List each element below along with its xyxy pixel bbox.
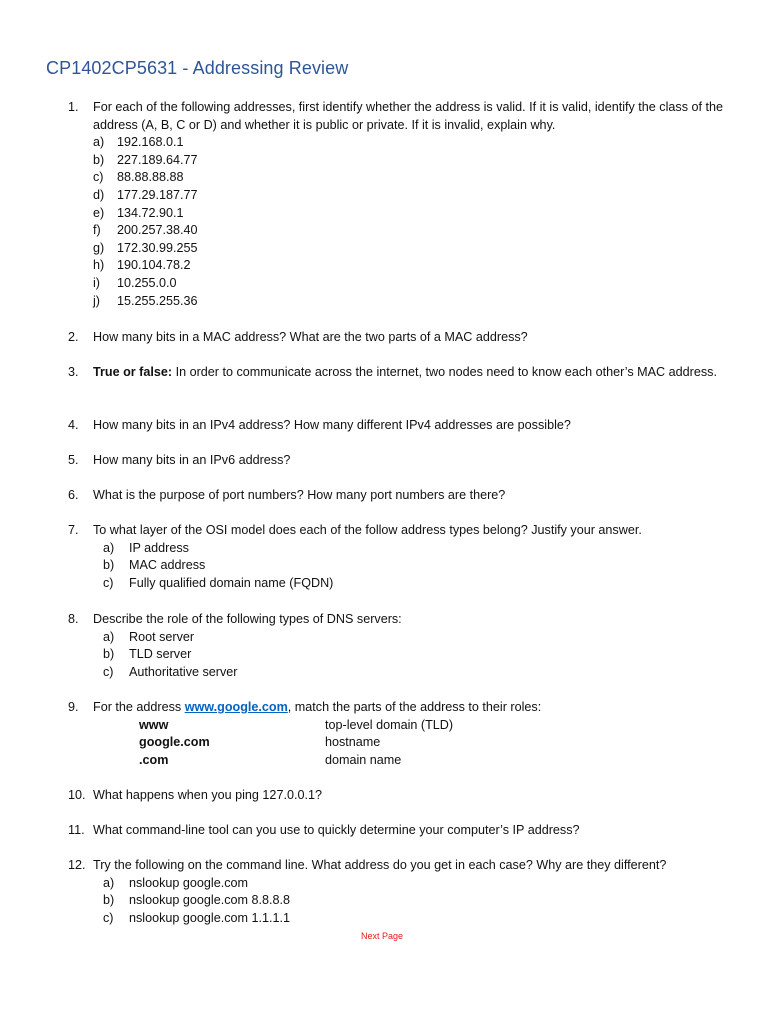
list-item: b) 227.189.64.77 xyxy=(93,152,198,167)
question-9 xyxy=(68,699,728,769)
question-text: What command-line tool can you use to quickly determine your computer’s IP address? xyxy=(93,823,580,837)
true-false-label: True or false: xyxy=(93,365,173,379)
question-text: To what layer of the OSI model does each of the follow address types belong? Justify your answer. xyxy=(93,523,642,537)
question-12 xyxy=(68,857,728,927)
list-item: a) Root server xyxy=(103,629,195,644)
list-item: i) 10.255.0.0 xyxy=(93,275,177,290)
list-item: c) Fully qualified domain name (FQDN) xyxy=(103,575,334,590)
question-number: 4. xyxy=(68,418,79,432)
question-number: 11. xyxy=(68,823,85,837)
list-item: c) Authoritative server xyxy=(103,664,238,679)
match-row: www top-level domain (TLD) xyxy=(139,717,454,732)
question-7 xyxy=(68,522,728,592)
list-item: a) 192.168.0.1 xyxy=(93,135,184,150)
question-10 xyxy=(68,787,728,805)
question-11 xyxy=(68,822,728,840)
question-text: What happens when you ping 127.0.0.1? xyxy=(93,788,322,802)
question-number: 1. xyxy=(68,100,79,114)
list-item: e) 134.72.90.1 xyxy=(93,205,184,220)
match-row: google.com hostname xyxy=(139,735,381,750)
list-item: b) nslookup google.com 8.8.8.8 xyxy=(103,893,291,908)
question-2 xyxy=(68,329,728,347)
list-item: a) IP address xyxy=(103,540,189,555)
question-number: 9. xyxy=(68,700,79,714)
question-text: How many bits in an IPv6 address? xyxy=(93,453,291,467)
list-item: g) 172.30.99.255 xyxy=(93,240,198,255)
next-page-link[interactable]: Next Page xyxy=(361,931,404,941)
question-text: How many bits in a MAC address? What are the two parts of a MAC address? xyxy=(93,330,528,344)
question-text: For the address www.google.com, match the parts of the address to their roles: xyxy=(93,700,542,714)
question-number: 2. xyxy=(68,330,79,344)
question-1 xyxy=(68,99,728,310)
question-number: 6. xyxy=(68,488,79,502)
question-8 xyxy=(68,611,728,681)
question-text: Try the following on the command line. What address do you get in each case? Why are they different? xyxy=(93,858,667,872)
list-item: c) 88.88.88.88 xyxy=(93,170,184,185)
question-number: 10. xyxy=(68,788,86,802)
list-item: j) 15.255.255.36 xyxy=(93,293,198,308)
question-number: 8. xyxy=(68,612,79,626)
page-title: CP1402CP5631 - Addressing Review xyxy=(46,58,349,78)
list-item: b) TLD server xyxy=(103,647,192,662)
question-number: 7. xyxy=(68,523,79,537)
list-item: a) nslookup google.com xyxy=(103,875,249,890)
question-4 xyxy=(68,417,728,435)
list-item: h) 190.104.78.2 xyxy=(93,258,191,273)
question-text: True or false: In order to communicate across the internet, two nodes need to know each other’s MAC address. xyxy=(93,365,717,379)
list-item: d) 177.29.187.77 xyxy=(93,187,198,202)
question-6 xyxy=(68,487,728,505)
list-item: b) MAC address xyxy=(103,558,206,573)
question-number: 3. xyxy=(68,365,79,379)
match-row: .com domain name xyxy=(139,752,402,767)
question-text: For each of the following addresses, first identify whether the address is valid. If it is valid, identify the class of the address (A, B, C or D) and whether it is public or private. If it is invalid, explain why. xyxy=(93,100,723,132)
question-5 xyxy=(68,452,728,470)
list-item: f) 200.257.38.40 xyxy=(93,223,198,238)
question-number: 5. xyxy=(68,453,79,467)
google-link[interactable]: www.google.com xyxy=(184,700,288,714)
question-text: Describe the role of the following types of DNS servers: xyxy=(93,612,402,626)
question-number: 12. xyxy=(68,858,86,872)
list-item: c) nslookup google.com 1.1.1.1 xyxy=(103,910,291,925)
question-text: How many bits in an IPv4 address? How many different IPv4 addresses are possible? xyxy=(93,418,571,432)
question-3 xyxy=(68,364,728,382)
question-text: What is the purpose of port numbers? How many port numbers are there? xyxy=(93,488,506,502)
